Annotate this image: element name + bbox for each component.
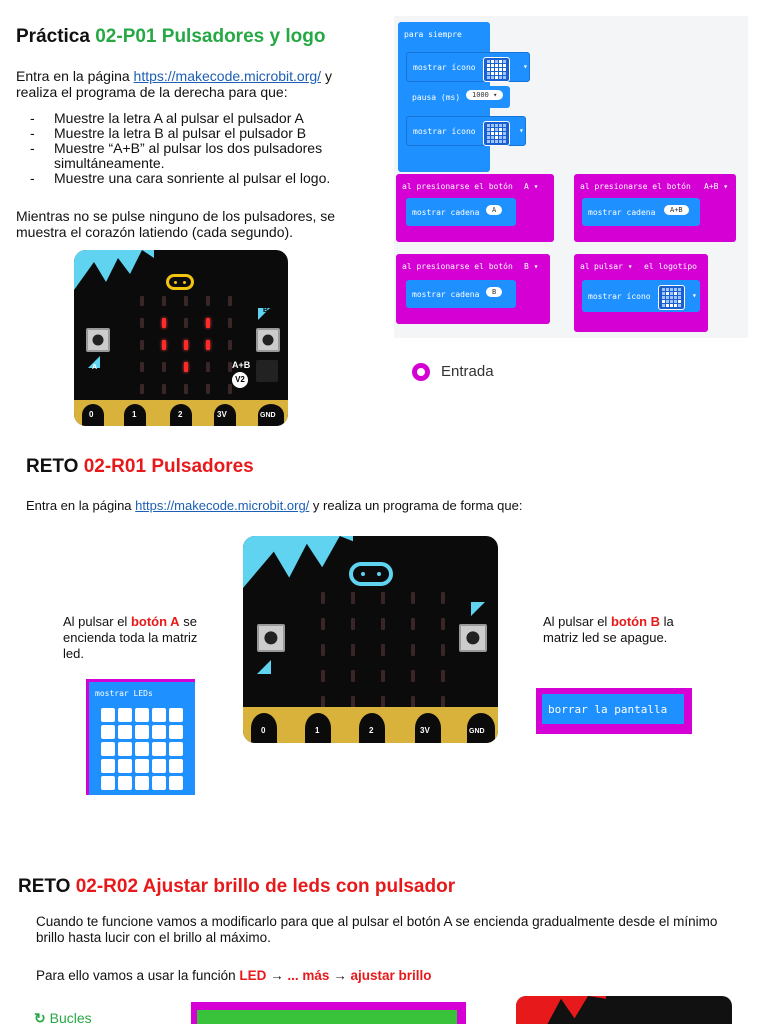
section1-intro: Entra en la página https://makecode.microbit.org/ y realiza el programa de la derecha para que: [16, 68, 332, 100]
led [351, 670, 355, 682]
led [228, 340, 232, 350]
button-a[interactable] [86, 328, 110, 352]
section1-outro: Mientras no se pulse ninguno de los pulsadores, se muestra el corazón latiendo (cada segundo). [16, 208, 336, 240]
led [162, 296, 166, 306]
refresh-icon: ↻ [34, 1010, 46, 1026]
led-cell[interactable] [101, 776, 115, 790]
button-b[interactable] [256, 328, 280, 352]
bullet-item: - Muestre la letra A al pulsar el pulsador A [16, 111, 356, 126]
microbit-board-preview [516, 996, 732, 1024]
chevron-down-icon: ▾ [493, 91, 498, 99]
led-cell[interactable] [101, 708, 115, 722]
section2-title: RETO 02-R01 Pulsadores [26, 456, 254, 477]
led [162, 318, 166, 328]
forever-block[interactable]: para siempre [398, 22, 490, 172]
led-cell[interactable] [101, 725, 115, 739]
led-cell[interactable] [101, 742, 115, 756]
show-leds-block[interactable]: mostrar LEDs [86, 679, 195, 795]
led [351, 644, 355, 656]
led [206, 318, 210, 328]
button-b-description: Al pulsar el botón B la matriz led se apague. [543, 614, 674, 645]
a-marker-icon [257, 660, 271, 674]
led [321, 670, 325, 682]
section1-title: Práctica 02-P01 Pulsadores y logo [16, 26, 326, 47]
on-button-a-block[interactable]: al presionarse el botón A ▾ mostrar cadena A [396, 174, 554, 242]
led [162, 362, 166, 372]
led-cell[interactable] [118, 725, 132, 739]
string-ab-input[interactable]: A+B [664, 205, 689, 215]
led-cell[interactable] [169, 742, 183, 756]
show-string-block[interactable]: mostrar cadena A [406, 198, 516, 226]
led [441, 592, 445, 604]
led [381, 618, 385, 630]
led-cell[interactable] [169, 708, 183, 722]
show-icon-block[interactable]: mostrar ícono ▾ [582, 280, 700, 312]
smile-icon[interactable] [658, 285, 685, 310]
led [162, 384, 166, 394]
chevron-down-icon: ▾ [519, 126, 524, 135]
section2-intro: Entra en la página https://makecode.microbit.org/ y realiza un programa de forma que: [26, 498, 523, 513]
pause-value-input[interactable]: 1000 ▾ [466, 90, 503, 100]
bullet-item: - Muestre la letra B al pulsar el pulsador B [16, 126, 356, 141]
small-heart-icon[interactable] [483, 121, 510, 146]
led [140, 340, 144, 350]
led [351, 618, 355, 630]
led [206, 362, 210, 372]
button-ab-pad[interactable] [256, 360, 278, 382]
makecode-workspace[interactable] [394, 16, 748, 338]
led [441, 644, 445, 656]
led [162, 340, 166, 350]
show-icon-block[interactable]: mostrar ícono ▾ [406, 52, 530, 82]
makecode-link[interactable]: https://makecode.microbit.org/ [135, 498, 310, 513]
led [140, 362, 144, 372]
led [184, 384, 188, 394]
led-cell[interactable] [152, 759, 166, 773]
bullet-item: - Muestre una cara sonriente al pulsar el logo. [16, 171, 356, 186]
led-cell[interactable] [152, 708, 166, 722]
led [140, 384, 144, 394]
led [381, 592, 385, 604]
section3-title: RETO 02-R02 Ajustar brillo de leds con pulsador [18, 876, 456, 897]
led [140, 318, 144, 328]
led [411, 670, 415, 682]
string-b-input[interactable]: B [486, 287, 502, 297]
button-b-dropdown[interactable]: B ▾ [524, 262, 539, 271]
led [381, 670, 385, 682]
pause-block[interactable]: pausa (ms) 1000 ▾ [406, 86, 510, 108]
board-corner-art [516, 996, 606, 1024]
code-block-preview [191, 1002, 466, 1024]
led [351, 592, 355, 604]
on-logo-block[interactable]: al pulsar ▾ el logotipo mostrar ícono ▾ [574, 254, 708, 332]
on-button-ab-block[interactable]: al presionarse el botón A+B ▾ mostrar cadena A+B [574, 174, 736, 242]
heart-icon[interactable] [483, 57, 510, 82]
led [321, 618, 325, 630]
led [411, 592, 415, 604]
led [228, 296, 232, 306]
input-category-label[interactable]: Entrada [441, 363, 494, 380]
led-cell[interactable] [152, 776, 166, 790]
led-cell[interactable] [135, 776, 149, 790]
microbit-board-large: 0 1 2 3V GND [243, 536, 498, 743]
section1-bullets [16, 111, 356, 186]
board-corner-art [74, 250, 154, 290]
led-cell[interactable] [135, 725, 149, 739]
logo-icon[interactable] [166, 274, 194, 290]
led-cell[interactable] [169, 776, 183, 790]
loops-category[interactable]: ↻ Bucles [34, 1010, 92, 1026]
string-a-input[interactable]: A [486, 205, 502, 215]
led [206, 296, 210, 306]
led [184, 318, 188, 328]
clear-screen-block[interactable]: borrar la pantalla [542, 694, 684, 724]
on-button-b-block[interactable]: al presionarse el botón B ▾ mostrar cadena B [396, 254, 550, 324]
led [411, 644, 415, 656]
led-cell[interactable] [118, 776, 132, 790]
show-icon-block-2[interactable]: mostrar ícono ▾ [406, 116, 526, 146]
led-cell[interactable] [135, 708, 149, 722]
chevron-down-icon: ▾ [692, 291, 697, 300]
board-corner-art [243, 536, 353, 588]
led-cell[interactable] [169, 759, 183, 773]
logo-event-dropdown[interactable]: pulsar ▾ [594, 262, 633, 271]
microbit-board: A B A+B V2 0 1 2 3V GND [74, 250, 288, 426]
clear-screen-wrapper [536, 688, 692, 734]
led [321, 592, 325, 604]
button-b[interactable] [459, 624, 487, 652]
show-string-block[interactable]: mostrar cadena A+B [582, 198, 700, 226]
led [441, 670, 445, 682]
led-cell[interactable] [135, 759, 149, 773]
led-cell[interactable] [152, 725, 166, 739]
led [184, 296, 188, 306]
led [441, 618, 445, 630]
b-marker-icon [471, 602, 485, 616]
led-cell[interactable] [118, 708, 132, 722]
input-category-icon[interactable] [412, 363, 430, 381]
version-badge: V2 [232, 372, 248, 388]
loop-block-preview [197, 1010, 457, 1024]
led-cell[interactable] [169, 725, 183, 739]
led [228, 318, 232, 328]
led [140, 296, 144, 306]
makecode-link[interactable]: https://makecode.microbit.org/ [133, 68, 322, 84]
button-a-dropdown[interactable]: A ▾ [524, 182, 539, 191]
section3-para2: Para ello vamos a usar la función LED → ... más → ajustar brillo [36, 968, 432, 983]
logo-icon[interactable] [349, 562, 393, 586]
bullet-item: - Muestre “A+B” al pulsar los dos pulsadores simultáneamente. [16, 141, 356, 171]
button-a[interactable] [257, 624, 285, 652]
led [228, 384, 232, 394]
show-string-block[interactable]: mostrar cadena B [406, 280, 516, 308]
led-cell[interactable] [118, 759, 132, 773]
chevron-down-icon: ▾ [523, 62, 528, 71]
led-cell[interactable] [135, 742, 149, 756]
led [184, 362, 188, 372]
led-cell[interactable] [152, 742, 166, 756]
section3-para1: Cuando te funcione vamos a modificarlo para que al pulsar el botón A se encienda gradualmente desde el mínimo brillo hasta lucir con el brillo al máximo. [36, 914, 718, 945]
button-ab-dropdown[interactable]: A+B ▾ [704, 182, 729, 191]
led [206, 384, 210, 394]
led-cell[interactable] [118, 742, 132, 756]
led [184, 340, 188, 350]
led [411, 618, 415, 630]
led [381, 644, 385, 656]
led [321, 644, 325, 656]
led-cell[interactable] [101, 759, 115, 773]
led [206, 340, 210, 350]
button-a-description: Al pulsar el botón A se encienda toda la matriz led. [63, 614, 198, 661]
